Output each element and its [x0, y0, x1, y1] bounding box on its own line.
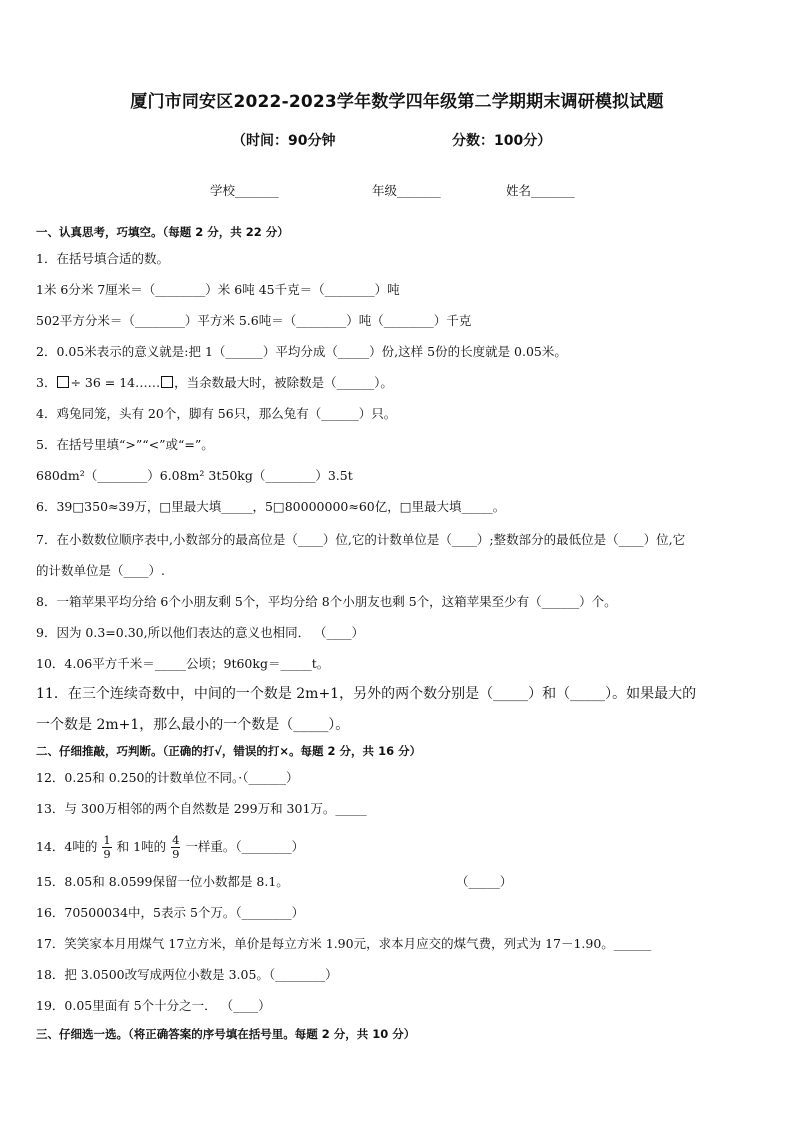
question-9: 9．因为 0.3=0.30,所以他们表达的意义也相同． （____）: [36, 625, 365, 640]
question-6: 6．39□350≈39万，□里最大填_____，5□80000000≈60亿，□里最大填_____。: [36, 499, 506, 514]
blank-box: [57, 376, 69, 388]
question-19: 19．0.05里面有 5个十分之一． （____）: [36, 998, 271, 1013]
question-3: [36, 374, 393, 392]
question-18: 18．把 3.0500改写成两位小数是 3.05。（________）: [36, 967, 338, 982]
fraction-four-ninths: [171, 834, 180, 861]
question-1-part-b: 502平方分米＝（________）平方米 5.6吨＝（________）吨（________）千克: [36, 313, 472, 328]
question-7-line-2: 的计数单位是（____）.: [36, 563, 165, 578]
exam-time: （时间：90分钟: [232, 133, 336, 149]
section-1-heading: 一、认真思考，巧填空。（每题 2 分，共 22 分）: [36, 225, 289, 239]
fraction-denominator: 9: [172, 847, 180, 861]
question-16: 16．70500034中，5表示 5个万。（________）: [36, 905, 305, 920]
fraction-numerator: 1: [103, 833, 111, 847]
question-1-part-a: 1米 6分米 7厘米＝（________）米 6吨 45千克＝（________）吨: [36, 282, 400, 297]
section-2-heading: 二、仔细推敲，巧判断。（正确的打√，错误的打×。每题 2 分，共 16 分）: [36, 744, 422, 758]
question-5: 5．在括号里填“>”“<”或“=”。: [36, 437, 214, 452]
question-10: 10．4.06平方千米＝_____公顷；9t60kg＝_____t。: [36, 656, 330, 671]
school-field: 学校_______: [210, 183, 279, 198]
question-2: 2．0.05米表示的意义就是:把 1（______）平均分成（_____）份,这样 5份的长度就是 0.05米。: [36, 344, 567, 359]
question-3-mid: ÷ 36 = 14……: [70, 375, 161, 390]
question-3-prefix: 3．: [36, 375, 57, 390]
question-14-mid: 和 1吨的: [116, 839, 167, 854]
question-14-prefix: 14．4吨的: [36, 839, 98, 854]
question-14-suffix: 一样重。（________）: [185, 839, 305, 854]
question-15-answer-blank: （_____）: [456, 874, 513, 889]
question-12: 12．0.25和 0.250的计数单位不同。·（______）: [36, 770, 299, 785]
exam-score: 分数：100分）: [452, 133, 552, 149]
grade-field: 年级_______: [372, 183, 441, 198]
question-17: 17．笑笑家本月用煤气 17立方米，单价是每立方米 1.90元，求本月应交的煤气费，列式为 17－1.90。______: [36, 936, 652, 951]
question-5-part-a: 680dm²（________）6.08m² 3t50kg（________）3.5t: [36, 468, 353, 483]
question-11-line-1: 11．在三个连续奇数中，中间的一个数是 2m+1，另外的两个数分别是（_____）和（_____）。如果最大的: [36, 686, 697, 702]
question-4: 4．鸡兔同笼，头有 20个，脚有 56只，那么兔有（______）只。: [36, 406, 397, 421]
question-8: 8．一箱苹果平均分给 6个小朋友剩 5个，平均分给 8个小朋友也剩 5个，这箱苹果至少有（______）个。: [36, 594, 617, 609]
question-13: 13．与 300万相邻的两个自然数是 299万和 301万。_____: [36, 801, 367, 816]
fraction-one-ninth: [102, 834, 111, 861]
question-3-suffix: ，当余数最大时，被除数是（______）。: [174, 375, 393, 390]
question-15: 15．8.05和 8.0599保留一位小数都是 8.1。: [36, 874, 289, 889]
question-14: [36, 834, 304, 861]
page-title: 厦门市同安区2022-2023学年数学四年级第二学期期末调研模拟试题: [130, 92, 664, 112]
question-7-line-1: 7．在小数数位顺序表中,小数部分的最高位是（____）位,它的计数单位是（____）;整数部分的最低位是（____）位,它: [36, 532, 686, 547]
fraction-denominator: 9: [103, 847, 111, 861]
section-3-heading: 三、仔细选一选。（将正确答案的序号填在括号里。每题 2 分，共 10 分）: [36, 1027, 416, 1041]
exam-meta: [0, 130, 794, 152]
fraction-numerator: 4: [172, 833, 180, 847]
question-11-line-2: 一个数是 2m+1，那么最小的一个数是（_____）。: [36, 717, 350, 733]
name-field: 姓名_______: [506, 183, 575, 198]
question-1: 1．在括号填合适的数。: [36, 251, 169, 266]
blank-box: [161, 376, 173, 388]
